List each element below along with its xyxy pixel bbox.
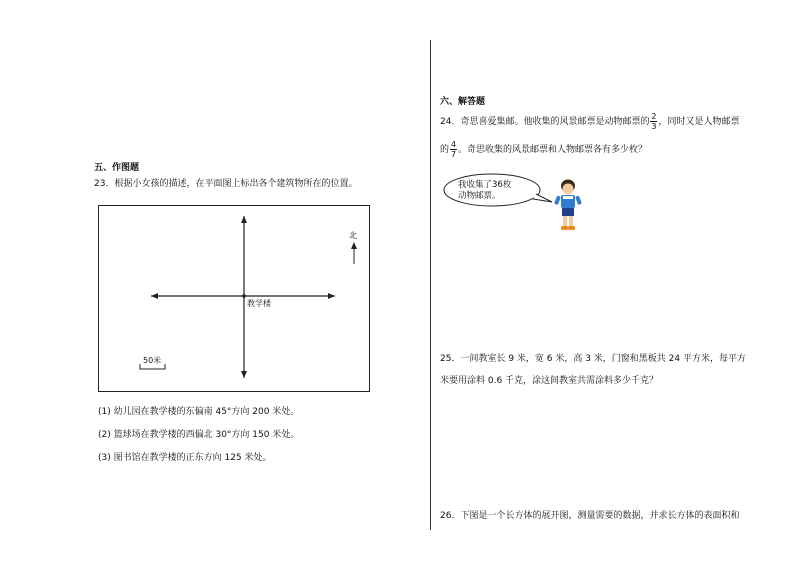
scale-label: 50米 [143,356,162,365]
fraction-denominator: 7 [450,150,457,159]
west-arrow-icon [151,293,158,299]
question-24-text-a: 24．奇思喜爱集邮。他收集的风景邮票是动物邮票的 [440,117,650,127]
question-26-line-1: 26．下图是一个长方体的展开图，测量需要的数据，并求长方体的表面积和 [440,511,740,521]
question-23-text: 23．根据小女孩的描述，在平面图上标出各个建筑物所在的位置。 [94,179,358,189]
north-arrow-head-icon [241,216,247,223]
column-divider [430,40,431,530]
question-24-text-c: 的 [440,145,450,155]
fraction-denominator: 3 [651,122,657,131]
north-label: 北 [349,231,357,240]
fraction-numerator: 2 [651,112,657,121]
section-6-title: 六、解答题 [440,97,486,107]
question-23-item-2: (2) 篮球场在教学楼的西偏北 30°方向 150 米处。 [98,430,300,440]
fraction-two-thirds [650,112,657,131]
bubble-line-2: 动物邮票。 [458,191,501,201]
question-24-line-2 [440,140,647,159]
boy-illustration [553,178,583,233]
question-24-text-d: 。奇思收集的风景邮票和人物邮票各有多少枚？ [458,145,648,155]
center-building-label: 教学楼 [247,299,271,308]
question-23-item-1: (1) 幼儿园在教学楼的东偏南 45°方向 200 米处。 [98,407,300,417]
question-25-line-2: 米要用涂料 0.6 千克，涂这间教室共需涂料多少千克？ [440,376,659,386]
floor-plan-drawing [99,206,369,391]
fraction-numerator: 4 [450,140,457,149]
east-arrow-icon [328,293,335,299]
south-arrow-head-icon [241,371,247,378]
question-25-line-1: 25．一间教室长 9 米，宽 6 米，高 3 米，门窗和黑板共 24 平方米，每平方 [440,354,746,364]
north-indicator-icon [351,242,357,249]
bubble-line-1: 我收集了36枚 [458,180,512,190]
fraction-four-sevenths [450,140,457,159]
center-point [242,294,246,298]
speech-bubble [442,172,542,208]
question-23-item-3: (3) 图书馆在教学楼的正东方向 125 米处。 [98,453,272,463]
question-24-line-1 [440,112,739,131]
question-24-text-b: ，同时又是人物邮票 [658,117,740,127]
floor-plan-map [98,205,370,392]
section-5-title: 五、作图题 [94,163,140,173]
